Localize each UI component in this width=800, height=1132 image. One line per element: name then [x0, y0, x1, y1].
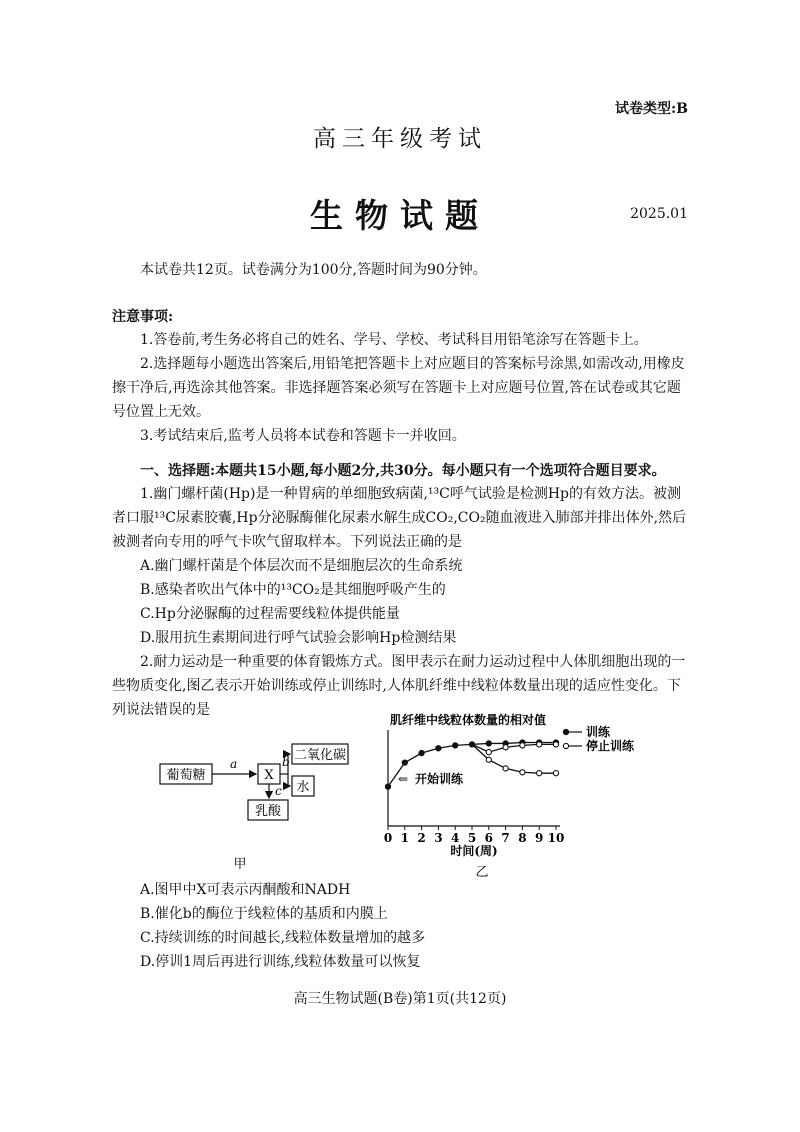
x-tick-label: 2 [417, 831, 426, 845]
notice-heading: 注意事项: [112, 309, 174, 325]
question-1-option-c: C.Hp分泌脲酶的过程需要线粒体提供能量 [140, 606, 400, 622]
data-point [520, 770, 525, 775]
label-a: a [230, 757, 238, 771]
exam-title: 高三年级考试 [313, 126, 487, 152]
label-c: c [275, 784, 282, 798]
series-line-1 [472, 744, 556, 773]
page-footer: 高三生物试题(B卷)第1页(共12页) [293, 991, 507, 1007]
data-point [469, 742, 474, 747]
notice-item: 1.答卷前,考生务必将自己的姓名、学号、学校、考试科目用铅笔涂写在答题卡上。 [140, 332, 648, 348]
data-point [537, 771, 542, 776]
x-tick-label: 6 [484, 831, 493, 845]
water-label: 水 [296, 780, 310, 795]
question-1-stem: 1.幽门螺杆菌(Hp)是一种胃病的单细胞致病菌,¹³C呼气试验是检测Hp的有效方法。被测者口服¹³C尿素胶囊,Hp分泌脲酶催化尿素水解生成CO₂,CO₂随血液进入肺部并排出体外,然后被测者向专用的呼气卡吹气留取样本。下列说法正确的是 [112, 486, 687, 550]
question-1-option-a: A.幽门螺杆菌是个体层次而不是细胞层次的生命系统 [140, 558, 463, 574]
question-2-option-c: C.持续训练的时间越长,线粒体数量增加的越多 [140, 930, 426, 946]
label-b: b [282, 755, 290, 769]
legend-marker [563, 743, 568, 748]
chart-yi-caption: 乙 [475, 865, 489, 880]
section-heading: 一、选择题:本题共15小题,每小题2分,共30分。每小题只有一个选项符合题目要求。 [140, 463, 666, 479]
chart-title: 肌纤维中线粒体数量的相对值 [390, 713, 547, 727]
data-point [553, 771, 558, 776]
lactic-label: 乳酸 [254, 804, 282, 819]
data-point [503, 745, 508, 750]
legend-label: 停止训练 [586, 739, 635, 753]
main-title: 生物试题 [310, 196, 490, 235]
paper-type-label: 试卷类型:B [614, 101, 688, 117]
question-2-option-d: D.停训1周后再进行训练,线粒体数量可以恢复 [140, 954, 421, 970]
series-line-2 [472, 744, 556, 752]
data-point [486, 757, 491, 762]
x-tick-label: 3 [434, 831, 443, 845]
series-line-0 [388, 742, 556, 786]
data-point [537, 742, 542, 747]
data-point [520, 743, 525, 748]
legend-marker [563, 729, 568, 734]
data-point [553, 742, 558, 747]
x-tick-label: 4 [451, 831, 460, 845]
data-point [436, 746, 441, 751]
intro-text: 本试卷共12页。试卷满分为100分,答题时间为90分钟。 [140, 262, 487, 278]
x-tick-label: 7 [501, 831, 510, 845]
notice-item: 3.考试结束后,监考人员将本试卷和答题卡一并收回。 [140, 428, 466, 444]
x-tick-label: 9 [535, 831, 544, 845]
x-tick-label: 10 [547, 831, 565, 845]
legend-label: 训练 [586, 725, 611, 739]
data-point [453, 743, 458, 748]
data-point [419, 750, 424, 755]
question-1-option-d: D.服用抗生素期间进行呼气试验会影响Hp检测结果 [140, 630, 457, 646]
notice-item: 2.选择题每小题选出答案后,用铅笔把答题卡上对应题目的答案标号涂黑,如需改动,用橡皮擦干净后,再选涂其他答案。非选择题答案必须写在答题卡上对应题号位置,答在试卷或其它题号位置上无效。 [112, 356, 685, 420]
arrow-left-icon: ⇐ [398, 772, 409, 786]
x-tick-label: 0 [383, 831, 393, 845]
glucose-label: 葡萄糖 [166, 768, 206, 783]
question-2-stem: 2.耐力运动是一种重要的体育锻炼方式。图甲表示在耐力运动过程中人体肌细胞出现的一些物质变化,图乙表示开始训练或停止训练时,人体肌纤维中线粒体数量出现的适应性变化。下列说法错误的是 [112, 654, 686, 718]
chart-yi [370, 708, 690, 883]
data-point [503, 766, 508, 771]
x-tick-label: 5 [467, 831, 477, 845]
data-point [486, 741, 491, 746]
data-point [402, 760, 407, 765]
data-point [385, 784, 390, 789]
data-point [486, 749, 491, 754]
co2-label: 二氧化碳 [293, 748, 347, 763]
annotation-start-training: 开始训练 [415, 772, 464, 786]
x-label: X [264, 768, 274, 783]
diagram-jia-caption: 甲 [233, 857, 247, 872]
x-tick-label: 1 [400, 831, 409, 845]
x-tick-label: 8 [518, 831, 527, 845]
question-2-option-b: B.催化b的酶位于线粒体的基质和内膜上 [140, 906, 388, 922]
x-axis-label: 时间(周) [450, 844, 498, 858]
diagram-jia [150, 740, 360, 880]
exam-date: 2025.01 [630, 206, 688, 222]
question-2-option-a: A.图甲中X可表示丙酮酸和NADH [140, 882, 351, 898]
question-1-option-b: B.感染者吹出气体中的¹³CO₂是其细胞呼吸产生的 [140, 582, 446, 598]
